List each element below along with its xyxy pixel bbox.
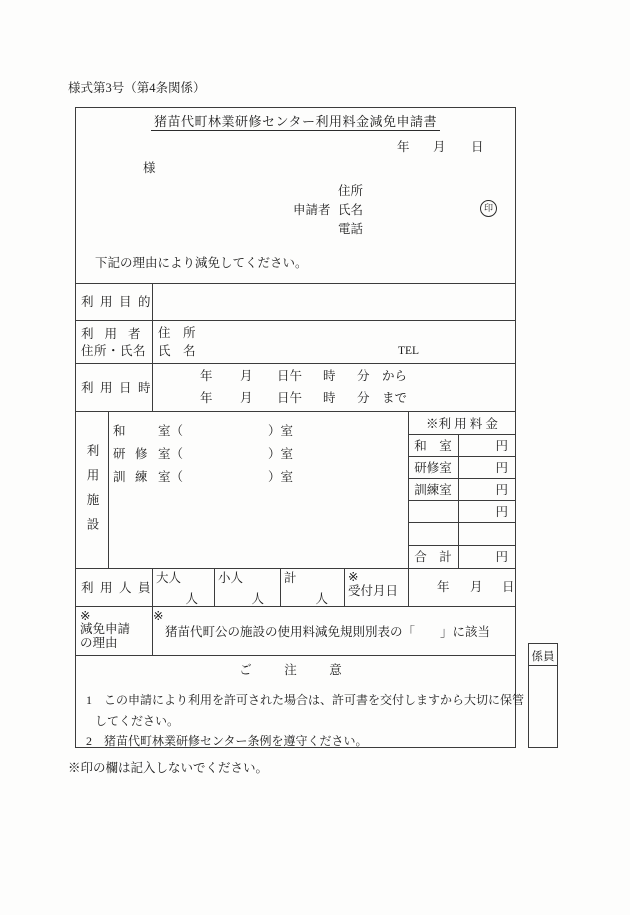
reception-mark: ※: [348, 570, 359, 584]
fee-row-unit: 円: [495, 505, 508, 519]
reason-content: 猪苗代町公の施設の使用料減免規則別表の「 」に該当: [165, 625, 491, 639]
divider: [75, 411, 516, 412]
datetime-year: 年: [200, 391, 213, 405]
facility-label: 利用施設: [85, 444, 99, 542]
datetime-label: 利用日時: [81, 381, 158, 395]
reason-mark: ※: [80, 609, 91, 623]
fee-row-label: 訓練室: [414, 483, 452, 497]
reason-label-line1: 減免申請: [80, 622, 131, 636]
fee-row-unit: 円: [495, 550, 508, 564]
addressee-suffix: 様: [143, 161, 156, 175]
divider: [75, 320, 516, 321]
reason-content-mark: ※: [153, 609, 164, 623]
purpose-label: 利用目的: [81, 295, 158, 309]
user-tel-label: TEL: [398, 345, 420, 357]
people-total-unit: 人: [315, 592, 328, 606]
room-close: ）室: [268, 470, 294, 484]
divider: [408, 500, 516, 501]
people-child-label: 小人: [218, 571, 244, 585]
datetime-until: まで: [382, 391, 408, 405]
room-open: 室（: [158, 447, 184, 461]
notice-heading: ご 注 意: [239, 663, 352, 677]
room-name: 和: [113, 424, 136, 438]
applicant-name-label: 氏名: [338, 203, 364, 217]
datetime-day: 日午: [277, 369, 303, 383]
fee-row-unit: 円: [495, 483, 508, 497]
header-date-month: 月: [433, 140, 446, 154]
room-close: ）室: [268, 447, 294, 461]
notice-item: 1 この申請により利用を許可された場合は、許可書を交付しますから大切に保管してください。: [86, 693, 525, 728]
applicant-phone-label: 電話: [338, 222, 364, 236]
user-label-line1: 利用者: [81, 327, 152, 341]
fee-table-header: ※利 用 料 金: [426, 417, 498, 431]
facility-room-row: [113, 424, 293, 439]
datetime-hour: 時: [323, 391, 336, 405]
divider: [108, 411, 109, 568]
divider: [408, 434, 516, 435]
datetime-year: 年: [200, 369, 213, 383]
facility-room-row: [113, 470, 293, 485]
divider: [75, 363, 516, 364]
divider: [75, 568, 516, 569]
room-name: 訓練: [113, 470, 158, 484]
user-address-label: 住 所: [158, 326, 196, 340]
fee-row-label: 研修室: [414, 461, 452, 475]
staff-box: [528, 643, 558, 748]
divider: [408, 522, 516, 523]
people-child-unit: 人: [251, 592, 264, 606]
datetime-minute: 分: [357, 391, 370, 405]
datetime-from: から: [382, 369, 408, 383]
divider: [408, 478, 516, 479]
fee-row-label: 合 計: [414, 550, 452, 564]
staff-box-label: 係員: [529, 644, 557, 666]
datetime-month: 月: [240, 391, 253, 405]
people-total-label: 計: [284, 571, 297, 585]
divider: [344, 568, 345, 606]
room-open: 室（: [158, 470, 184, 484]
fee-row-unit: 円: [495, 439, 508, 453]
fee-row-unit: 円: [495, 461, 508, 475]
room-name: 研修: [113, 447, 158, 461]
datetime-minute: 分: [357, 369, 370, 383]
form-number: 様式第3号（第4条関係）: [68, 81, 206, 95]
user-name-label: 氏 名: [158, 344, 196, 358]
datetime-hour: 時: [323, 369, 336, 383]
people-label: 利用人員: [81, 581, 158, 595]
user-label-line2: 住所・氏名: [81, 344, 147, 358]
divider: [75, 655, 516, 656]
request-sentence: 下記の理由により減免してください。: [95, 256, 308, 270]
datetime-day: 日午: [277, 391, 303, 405]
form-title: [75, 111, 516, 131]
reception-date-label: 受付月日: [348, 584, 399, 598]
reception-year: 年: [437, 580, 450, 594]
divider: [408, 456, 516, 457]
reason-label-line2: の理由: [80, 636, 118, 650]
room-open: 室（: [158, 424, 184, 438]
facility-room-row: [113, 447, 293, 462]
applicant-label: 申請者: [293, 203, 331, 217]
reception-day: 日: [502, 580, 515, 594]
footer-note: ※印の欄は記入しないでください。: [68, 761, 269, 775]
form-title-text: 猪苗代町林業研修センター利用料金減免申請書: [151, 114, 440, 131]
people-adult-unit: 人: [185, 592, 198, 606]
fee-row-label: 和 室: [414, 439, 452, 453]
applicant-address-label: 住所: [338, 184, 364, 198]
people-adult-label: 大人: [156, 571, 182, 585]
header-date-year: 年: [397, 140, 410, 154]
divider: [75, 283, 516, 284]
header-date-day: 日: [471, 140, 484, 154]
datetime-month: 月: [240, 369, 253, 383]
reception-month: 月: [470, 580, 483, 594]
room-close: ）室: [268, 424, 294, 438]
notice-item: 2 猪苗代町林業研修センター条例を遵守ください。: [86, 734, 368, 748]
seal-icon: 印: [480, 200, 497, 217]
divider: [458, 434, 459, 568]
divider: [408, 545, 516, 546]
